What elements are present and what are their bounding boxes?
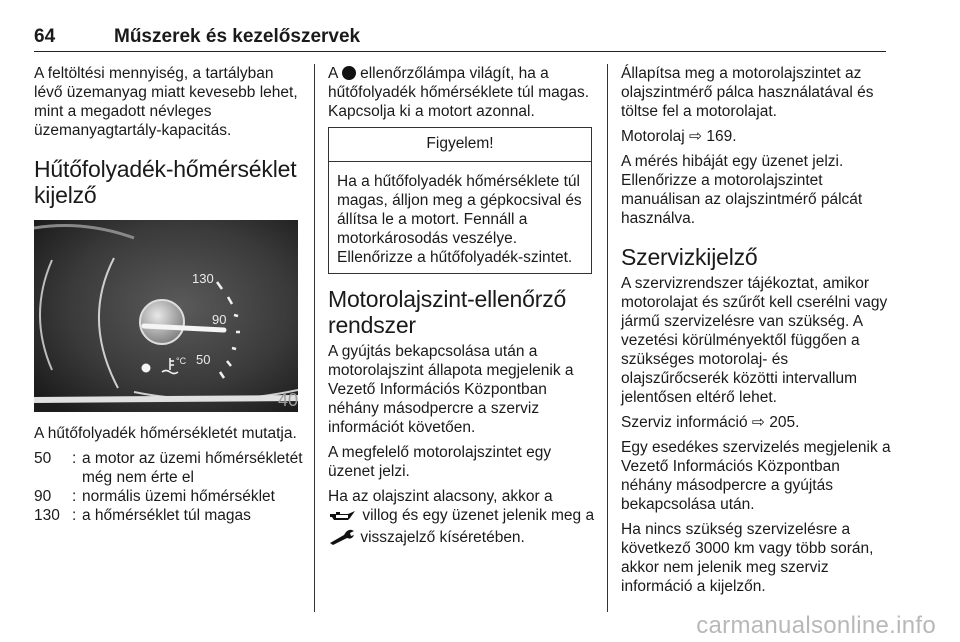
warning-title: Figyelem! (329, 128, 591, 162)
column-divider (607, 64, 608, 612)
oil-level-paragraph-1: A gyújtás bekapcsolása után a motorolajszint állapota megjelenik a Vezető Információs Központban néhány másodpercre a szerviz információt követően. (328, 343, 574, 436)
warning-box (328, 127, 592, 274)
service-info-reference: Szerviz információ ⇨ 205. (621, 414, 800, 431)
column-left (34, 64, 304, 525)
watermark: carmanualsonline.info (696, 612, 936, 639)
column-middle (328, 64, 596, 556)
gauge-mark-130: 130 (192, 271, 214, 286)
coolant-gauge-photo (34, 220, 298, 412)
gauge-unit: °C (176, 356, 187, 366)
warning-body: Ha a hűtőfolyadék hőmérséklete túl magas, álljon meg a gépkocsival és állítsa le a motort. Fennáll a motorkárosodás veszélye. Ellenőrizze a hűtőfolyadék-szintet. (337, 173, 582, 266)
warning-lamp-paragraph: A ellenőrzőlámpa világít, ha a hűtőfolyadék hőmérséklete túl magas. Kapcsolja ki a motort azonnal. (328, 65, 590, 120)
warning-dot (142, 364, 151, 373)
column-divider (314, 64, 315, 612)
dipstick-paragraph: Állapítsa meg a motorolajszintet az olajszintmérő pálca használatával és töltse fel a motorolajat. (621, 65, 874, 120)
no-service-paragraph: Ha nincs szükség szervizelésre a következő 3000 km vagy több során, akkor nem jelenik meg szerviz információ a kijelzőn. (621, 521, 874, 595)
measurement-error-paragraph: A mérés hibáját egy üzenet jelzi. Ellenőrizze a motorolajszintet manuálisan az olajszintmérő pálcát használva. (621, 153, 863, 227)
coolant-warning-lamp-icon (342, 66, 356, 80)
engine-oil-reference: Motorolaj ⇨ 169. (621, 128, 737, 145)
legend-row: 90 : normális üzemi hőmérséklet (34, 488, 275, 505)
service-display-heading: Szervizkijelző (621, 244, 758, 270)
service-due-paragraph: Egy esedékes szervizelés megjelenik a Vezető Információs Központban néhány másodpercre a gyújtás bekapcsolása után. (621, 439, 891, 513)
legend-row: 50 : a motor az üzemi hőmérsékletét még nem érte el (34, 450, 303, 486)
gauge-mark-90: 90 (212, 312, 227, 327)
legend-row: 130 : a hőmérséklet túl magas (34, 507, 251, 524)
adjacent-gauge-mark: 40 (278, 390, 298, 410)
column-right (621, 64, 891, 602)
gauge-legend (34, 449, 304, 525)
service-system-paragraph: A szervizrendszer tájékoztat, amikor motorolajat és szűrőt kell cserélni vagy jármű szervizelésre van szükség. A vezetési körülményektől függően a szükséges motorolaj- és olajszűrőcserék közötti intervallum jelentősen eltérő lehet. (621, 275, 888, 406)
page-number: 64 (34, 26, 56, 47)
oil-can-icon (328, 509, 358, 528)
page-header (34, 26, 886, 52)
oil-level-paragraph-3: Ha az olajszint alacsony, akkor a villog és egy üzenet jelenik meg a visszajelző kíséretében. (328, 487, 596, 550)
coolant-heading: Hűtőfolyadék-hőmérséklet kijelző (34, 156, 297, 208)
running-title: Műszerek és kezelőszervek (114, 26, 361, 47)
gauge-mark-50: 50 (196, 352, 211, 367)
gauge-caption: A hűtőfolyadék hőmérsékletét mutatja. (34, 425, 297, 442)
fuel-capacity-paragraph: A feltöltési mennyiség, a tartályban lévő üzemanyag miatt kevesebb lehet, mint a megadott névleges üzemanyagtartály-kapacitás. (34, 65, 298, 139)
oil-level-paragraph-2: A megfelelő motorolajszintet egy üzenet jelzi. (328, 444, 552, 480)
gauge-hub (140, 300, 184, 344)
oil-level-heading: Motorolajszint-ellenőrző rendszer (328, 286, 567, 338)
wrench-icon (328, 529, 356, 550)
